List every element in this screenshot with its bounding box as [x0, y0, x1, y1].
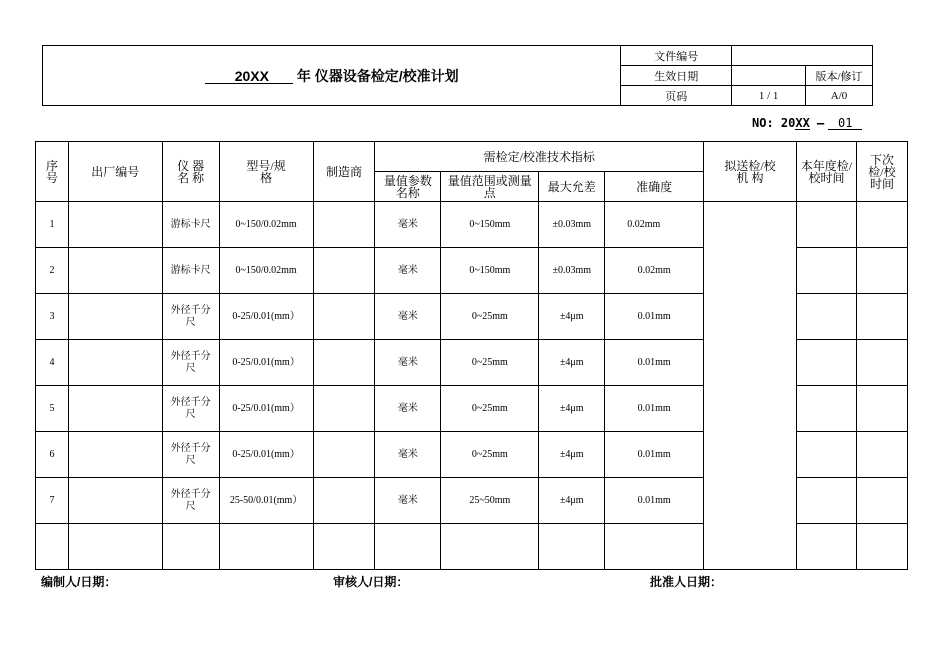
- header-accuracy: 准确度: [605, 172, 704, 202]
- cell-no: 3: [36, 294, 69, 340]
- cell-this-year: [796, 202, 856, 248]
- cell-name: 外径千分尺: [162, 386, 219, 432]
- cell-serial: [68, 202, 162, 248]
- cell-name: 游标卡尺: [162, 248, 219, 294]
- cell-tolerance: ±4μm: [539, 386, 605, 432]
- cell-maker: [313, 202, 375, 248]
- version-label: 版本/修订: [806, 66, 873, 86]
- cell-this-year: [796, 478, 856, 524]
- header-tech-spec: 需检定/校准技术指标: [375, 142, 704, 172]
- cell-next: [856, 340, 907, 386]
- header-name: 仪 器 名 称: [162, 142, 219, 202]
- cell-name: [162, 524, 219, 570]
- header-range: 量值范围或测量点: [441, 172, 539, 202]
- header-maker: 制造商: [313, 142, 375, 202]
- cell-serial: [68, 432, 162, 478]
- cell-accuracy: 0.02mm: [605, 248, 704, 294]
- cell-no: 5: [36, 386, 69, 432]
- cell-name: 外径千分尺: [162, 432, 219, 478]
- cell-maker: [313, 524, 375, 570]
- doc-no-value: [732, 46, 873, 66]
- cell-agency: [704, 202, 797, 570]
- header-seq: 序号: [36, 142, 69, 202]
- cell-no: 6: [36, 432, 69, 478]
- cell-accuracy: 0.02mm: [605, 202, 704, 248]
- cell-model: 0-25/0.01(mm）: [219, 340, 313, 386]
- cell-param: 毫米: [375, 432, 441, 478]
- cell-name: 外径千分尺: [162, 294, 219, 340]
- cell-accuracy: 0.01mm: [605, 294, 704, 340]
- cell-no: 2: [36, 248, 69, 294]
- cell-tolerance: ±4μm: [539, 478, 605, 524]
- reviewer-label: 审核人/日期：: [333, 575, 409, 589]
- cell-next: [856, 386, 907, 432]
- cell-model: 0-25/0.01(mm）: [219, 432, 313, 478]
- cell-range: 0~150mm: [441, 202, 539, 248]
- version-value: A/0: [806, 86, 873, 106]
- effective-date-value: [732, 66, 806, 86]
- approver-label: 批准人日期：: [650, 575, 723, 589]
- cell-accuracy: [605, 524, 704, 570]
- page-label: 页码: [621, 86, 732, 106]
- cell-accuracy: 0.01mm: [605, 340, 704, 386]
- cell-param: 毫米: [375, 340, 441, 386]
- cell-next: [856, 432, 907, 478]
- doc-number-seq: 01: [828, 117, 862, 130]
- cell-model: 0~150/0.02mm: [219, 202, 313, 248]
- doc-number-dash: —: [809, 116, 825, 130]
- cell-name: 外径千分尺: [162, 340, 219, 386]
- cell-param: 毫米: [375, 294, 441, 340]
- cell-no: 4: [36, 340, 69, 386]
- cell-tolerance: ±0.03mm: [539, 202, 605, 248]
- cell-model: [219, 524, 313, 570]
- header-next: 下次检/校时间: [856, 142, 907, 202]
- cell-model: 0-25/0.01(mm）: [219, 294, 313, 340]
- header-tolerance: 最大允差: [539, 172, 605, 202]
- cell-model: 25-50/0.01(mm）: [219, 478, 313, 524]
- cell-this-year: [796, 248, 856, 294]
- cell-next: [856, 294, 907, 340]
- cell-maker: [313, 294, 375, 340]
- cell-next: [856, 524, 907, 570]
- cell-no: [36, 524, 69, 570]
- table-row: [36, 202, 908, 248]
- cell-serial: [68, 340, 162, 386]
- compiler-label: 编制人/日期：: [41, 575, 117, 589]
- header-serial: 出厂编号: [68, 142, 162, 202]
- doc-number-prefix: NO: 20: [752, 116, 796, 130]
- cell-serial: [68, 386, 162, 432]
- cell-accuracy: 0.01mm: [605, 478, 704, 524]
- cell-range: 0~25mm: [441, 432, 539, 478]
- cell-no: 7: [36, 478, 69, 524]
- page-value: 1 / 1: [732, 86, 806, 106]
- cell-this-year: [796, 294, 856, 340]
- cell-range: 25~50mm: [441, 478, 539, 524]
- cell-maker: [313, 432, 375, 478]
- cell-tolerance: ±0.03mm: [539, 248, 605, 294]
- cell-model: 0-25/0.01(mm）: [219, 386, 313, 432]
- document-number: [752, 116, 862, 130]
- cell-serial: [68, 294, 162, 340]
- header-param: 量值参数名称: [375, 172, 441, 202]
- cell-name: 外径千分尺: [162, 478, 219, 524]
- cell-range: 0~25mm: [441, 340, 539, 386]
- cell-name: 游标卡尺: [162, 202, 219, 248]
- cell-this-year: [796, 340, 856, 386]
- cell-accuracy: 0.01mm: [605, 386, 704, 432]
- cell-tolerance: ±4μm: [539, 432, 605, 478]
- doc-number-xx: XX: [795, 116, 810, 130]
- cell-accuracy: 0.01mm: [605, 432, 704, 478]
- header-this-year: 本年度检/校时间: [796, 142, 856, 202]
- header-agency: 拟送检/校 机 构: [704, 142, 797, 202]
- calibration-plan-table: [35, 141, 908, 570]
- cell-maker: [313, 340, 375, 386]
- cell-this-year: [796, 386, 856, 432]
- cell-next: [856, 202, 907, 248]
- header-model: 型号/规格: [219, 142, 313, 202]
- cell-range: [441, 524, 539, 570]
- cell-param: 毫米: [375, 386, 441, 432]
- cell-tolerance: ±4μm: [539, 294, 605, 340]
- title-year: 20XX: [205, 69, 293, 84]
- cell-this-year: [796, 524, 856, 570]
- cell-maker: [313, 386, 375, 432]
- cell-this-year: [796, 432, 856, 478]
- cell-range: 0~25mm: [441, 386, 539, 432]
- doc-no-label: 文件编号: [621, 46, 732, 66]
- cell-param: [375, 524, 441, 570]
- cell-tolerance: ±4μm: [539, 340, 605, 386]
- title-text: 年 仪器设备检定/校准计划: [296, 67, 459, 84]
- cell-model: 0~150/0.02mm: [219, 248, 313, 294]
- cell-param: 毫米: [375, 248, 441, 294]
- cell-next: [856, 478, 907, 524]
- cell-param: 毫米: [375, 478, 441, 524]
- cell-range: 0~150mm: [441, 248, 539, 294]
- cell-maker: [313, 478, 375, 524]
- cell-tolerance: [539, 524, 605, 570]
- effective-date-label: 生效日期: [621, 66, 732, 86]
- cell-serial: [68, 524, 162, 570]
- cell-param: 毫米: [375, 202, 441, 248]
- cell-no: 1: [36, 202, 69, 248]
- cell-next: [856, 248, 907, 294]
- document-header-table: [42, 45, 873, 106]
- cell-serial: [68, 248, 162, 294]
- cell-maker: [313, 248, 375, 294]
- cell-range: 0~25mm: [441, 294, 539, 340]
- cell-serial: [68, 478, 162, 524]
- document-title: [43, 46, 621, 106]
